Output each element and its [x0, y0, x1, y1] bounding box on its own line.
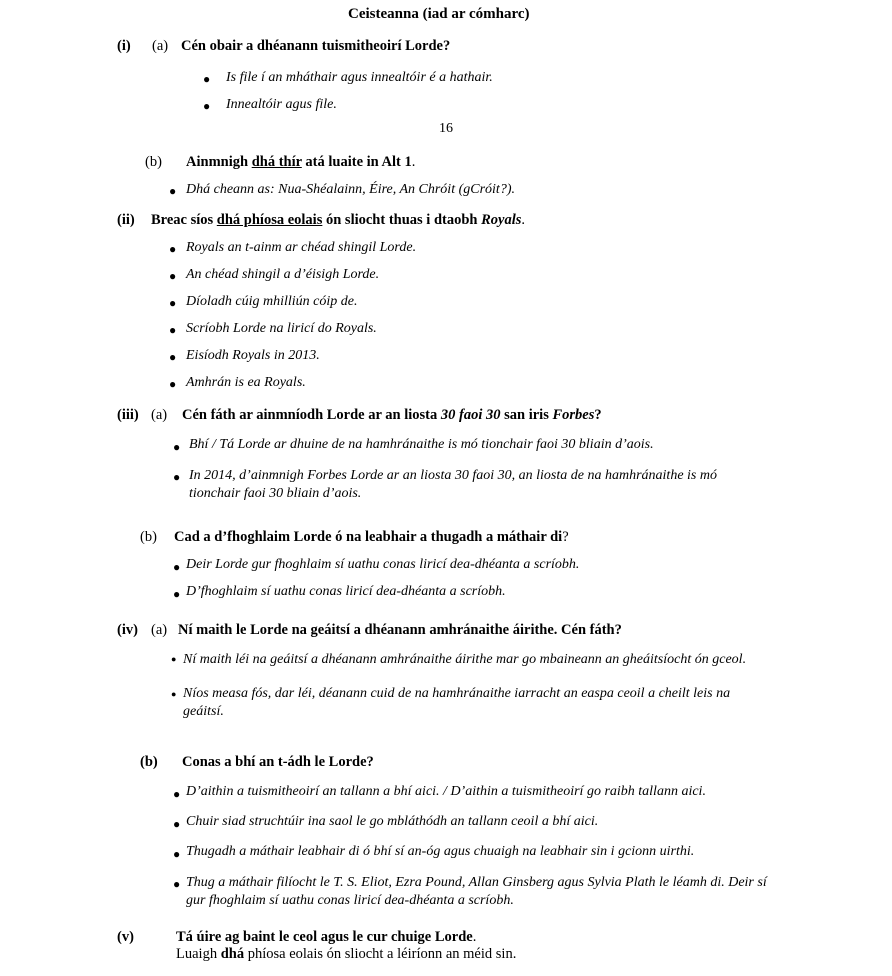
q3a-question-pre: Cén fáth ar ainmníodh Lorde ar an liosta: [182, 407, 441, 423]
bullet-icon: ●: [173, 847, 181, 861]
q3b-label: (b): [140, 529, 157, 545]
q4b-answer-2: Chuir siad struchtúir ina saol le go mbláthódh an tallann ceoil a bhí aici.: [186, 814, 599, 829]
q1b-label: (b): [145, 154, 162, 170]
bullet-icon: ●: [173, 587, 181, 601]
q2-question-mid: ón sliocht thuas i dtaobh: [322, 212, 482, 228]
bullet-icon: ●: [169, 184, 177, 198]
q4b-answer-1: D’aithin a tuismitheoirí an tallann a bhí aici. / D’aithin a tuismitheoirí go raibh tallann aici.: [186, 784, 706, 799]
q3a-answer-2: In 2014, d’ainmnigh Forbes Lorde ar an liosta 30 faoi 30, an liosta de na hamhránaithe is mó tionchair faoi 30 bliain d’aois.: [189, 468, 717, 501]
q5-sub-post: phíosa eolais ón sliocht a léiríonn an méid sin.: [244, 946, 517, 962]
q3a-label: (a): [151, 407, 168, 423]
q3b-answer-2: D’fhoghlaim sí uathu conas liricí dea-dhéanta a scríobh.: [186, 584, 506, 599]
q2-question: [151, 212, 525, 229]
q3b-answer-1: Deir Lorde gur fhoghlaim sí uathu conas liricí dea-dhéanta a scríobh.: [186, 557, 580, 572]
q5-subquestion: [176, 946, 516, 963]
q5-question-text: Tá úire ag baint le ceol agus le cur chuige Lorde: [176, 929, 473, 945]
q3-number: (iii): [117, 407, 139, 423]
q1b-question-underlined: dhá thír: [251, 154, 302, 170]
q4b-answer-4: Thug a máthair filíocht le T. S. Eliot, Ezra Pound, Allan Ginsberg agus Sylvia Plath le léamh di. Deir sí gur fhoghlaim sí uathu conas liricí dea-dhéanta a scríobh.: [186, 875, 767, 908]
q2-question-dot: .: [521, 212, 526, 228]
bullet-icon: ●: [169, 377, 177, 391]
page-number: 16: [439, 121, 453, 136]
q3a-question: [182, 407, 602, 424]
q3a-question-italic-2: Forbes: [552, 407, 595, 423]
bullet-icon: ●: [169, 296, 177, 310]
q2-answer-2: An chéad shingil a d’éisigh Lorde.: [186, 267, 380, 282]
bullet-icon: ●: [173, 560, 181, 574]
q3b-question-end: ?: [562, 529, 569, 545]
q2-answer-5: Eisíodh Royals in 2013.: [186, 348, 320, 363]
q5-sub-bold: dhá: [220, 946, 245, 962]
q2-question-italic: Royals: [481, 212, 522, 228]
q2-number: (ii): [117, 212, 135, 228]
q1a-label: (a): [152, 38, 169, 54]
q5-number: (v): [117, 929, 134, 945]
bullet-icon: ●: [169, 242, 177, 256]
q5-question: [176, 929, 476, 946]
q1-number: (i): [117, 38, 131, 54]
q3b-question-text: Cad a d’fhoghlaim Lorde ó na leabhair a thugadh a máthair di: [174, 529, 563, 545]
q4a-question: Ní maith le Lorde na geáitsí a dhéanann amhránaithe áirithe. Cén fáth?: [178, 622, 622, 638]
bullet-icon: ●: [169, 350, 177, 364]
q2-question-pre: Breac síos: [151, 212, 217, 228]
q4b-question: Conas a bhí an t-ádh le Lorde?: [182, 754, 374, 770]
bullet-icon: ●: [173, 817, 181, 831]
q3a-question-end: ?: [594, 407, 602, 423]
q4b-answer-3: Thugadh a máthair leabhair di ó bhí sí an-óg agus chuaigh na leabhair sin i gcionn uirthi.: [186, 844, 695, 859]
bullet-icon: ●: [171, 689, 177, 699]
q4b-label: (b): [140, 754, 158, 770]
q2-answer-3: Díoladh cúig mhilliún cóip de.: [186, 294, 358, 309]
q5-question-dot: .: [472, 929, 477, 945]
bullet-icon: ●: [169, 269, 177, 283]
q1b-answer-1: Dhá cheann as: Nua-Shéalainn, Éire, An Chróit (gCróit?).: [186, 182, 515, 197]
bullet-icon: ●: [173, 877, 181, 891]
q3a-answer-1: Bhí / Tá Lorde ar dhuine de na hamhránaithe is mó tionchair faoi 30 bliain d’aois.: [189, 437, 654, 452]
q1a-answer-1: Is file í an mháthair agus innealtóir é a hathair.: [226, 70, 493, 85]
q2-answer-4: Scríobh Lorde na liricí do Royals.: [186, 321, 377, 336]
bullet-icon: ●: [173, 470, 181, 484]
q4a-label: (a): [151, 622, 168, 638]
q4-number: (iv): [117, 622, 138, 638]
q2-question-underlined: dhá phíosa eolais: [216, 212, 323, 228]
q4a-answer-1: Ní maith léi na geáitsí a dhéanann amhránaithe áirithe mar go mbaineann an gheáitsíocht ón gceol.: [183, 652, 747, 667]
bullet-icon: ●: [203, 99, 211, 113]
q3a-question-italic-1: 30 faoi 30: [440, 407, 501, 423]
bullet-icon: ●: [173, 787, 181, 801]
q1b-question-dot: .: [411, 154, 416, 170]
q1b-question: [186, 154, 415, 171]
bullet-icon: ●: [171, 654, 177, 664]
q1a-question: Cén obair a dhéanann tuismitheoirí Lorde?: [181, 38, 451, 54]
q1b-question-pre: Ainmnigh: [186, 154, 252, 170]
q3a-question-mid: san iris: [500, 407, 553, 423]
q1b-question-post: atá luaite in Alt 1: [301, 154, 412, 170]
bullet-icon: ●: [169, 323, 177, 337]
q5-sub-pre: Luaigh: [176, 946, 221, 962]
q2-answer-6: Amhrán is ea Royals.: [186, 375, 306, 390]
q1a-answer-2: Innealtóir agus file.: [226, 97, 337, 112]
bullet-icon: ●: [203, 72, 211, 86]
bullet-icon: ●: [173, 440, 181, 454]
page-title: Ceisteanna (iad ar cómharc): [348, 6, 530, 22]
q2-answer-1: Royals an t-ainm ar chéad shingil Lorde.: [186, 240, 417, 255]
q3b-question: [174, 529, 569, 546]
q4a-answer-2: Níos measa fós, dar léi, déanann cuid de na hamhránaithe iarracht an easpa ceoil a cheilt leis na geáitsí.: [183, 686, 731, 719]
